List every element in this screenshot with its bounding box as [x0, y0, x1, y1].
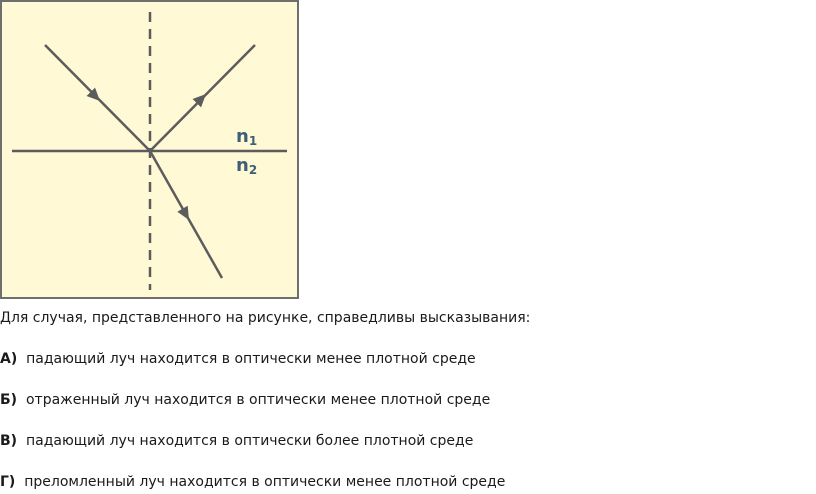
label-n1: n1 [236, 126, 258, 148]
label-n2: n2 [236, 155, 258, 177]
option-text: падающий луч находится в оптически более плотной среде [25, 433, 474, 449]
option-text: падающий луч находится в оптически менее плотной среде [26, 351, 476, 367]
option-text: преломленный луч находится в оптически менее плотной среде [24, 474, 506, 490]
option-b [0, 391, 490, 409]
option-text: отраженный луч находится в оптически менее плотной среде [25, 392, 491, 408]
option-a [0, 350, 476, 368]
option-letter: В) [0, 433, 18, 449]
option-letter: А) [0, 351, 18, 367]
option-c [0, 432, 473, 450]
option-letter: Б) [0, 392, 18, 408]
question-text: Для случая, представленного на рисунке, справедливы высказывания: [0, 310, 531, 326]
option-d [0, 473, 505, 491]
optics-diagram [0, 0, 300, 300]
option-letter: Г) [0, 474, 16, 490]
